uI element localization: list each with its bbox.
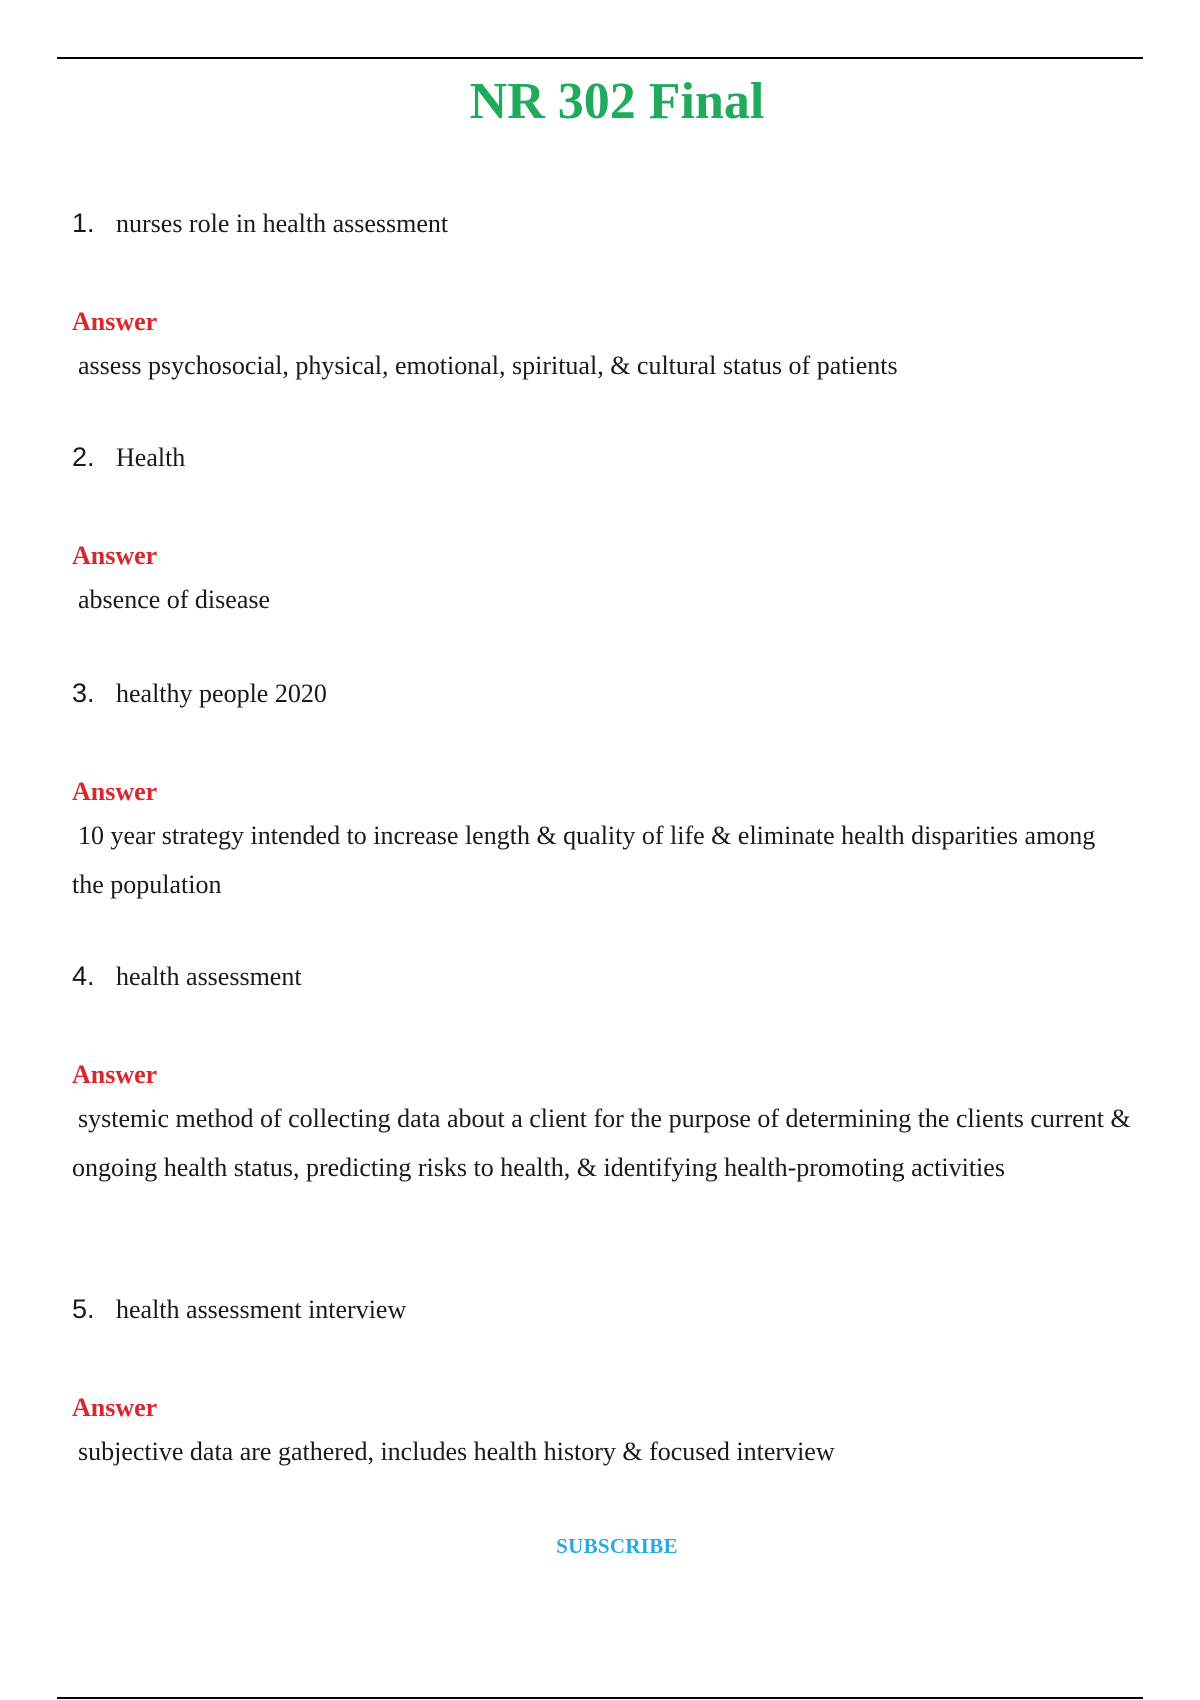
question-4 xyxy=(72,961,1132,992)
top-divider xyxy=(57,57,1143,59)
question-3 xyxy=(72,678,1132,709)
answer-text: absence of disease xyxy=(78,585,271,614)
question-number: 4. xyxy=(72,961,95,991)
question-number: 5. xyxy=(72,1294,95,1324)
question-number: 3. xyxy=(72,678,95,708)
question-text: nurses role in health assessment xyxy=(116,209,449,238)
question-number: 2. xyxy=(72,442,95,472)
document-title: NR 302 Final xyxy=(469,73,765,130)
qa-item-3 xyxy=(72,678,1132,909)
qa-item-4 xyxy=(72,961,1132,1192)
question-text: health assessment interview xyxy=(116,1295,407,1324)
answer-text: subjective data are gathered, includes health history & focused interview xyxy=(78,1437,835,1466)
answer-label: Answer xyxy=(72,1060,158,1089)
qa-item-2 xyxy=(72,442,1132,624)
answer-text: 10 year strategy intended to increase length & quality of life & eliminate health disparities among the population xyxy=(72,821,1096,899)
question-text: Health xyxy=(116,443,186,472)
qa-item-1 xyxy=(72,208,1132,390)
answer-label: Answer xyxy=(72,307,158,336)
question-number: 1. xyxy=(72,208,95,238)
qa-item-5 xyxy=(72,1294,1132,1476)
question-2 xyxy=(72,442,1132,473)
answer-label: Answer xyxy=(72,541,158,570)
subscribe-link[interactable]: SUBSCRIBE xyxy=(556,1534,678,1558)
bottom-divider xyxy=(57,1697,1143,1699)
question-1 xyxy=(72,208,1132,239)
question-text: health assessment xyxy=(116,962,302,991)
question-5 xyxy=(72,1294,1132,1325)
question-text: healthy people 2020 xyxy=(116,679,327,708)
answer-label: Answer xyxy=(72,1393,158,1422)
answer-label: Answer xyxy=(72,777,158,806)
answer-text: systemic method of collecting data about a client for the purpose of determining the clients current & ongoing health status, predicting risks to health, & identifying health-promoting activities xyxy=(72,1104,1131,1182)
answer-text: assess psychosocial, physical, emotional, spiritual, & cultural status of patients xyxy=(78,351,898,380)
